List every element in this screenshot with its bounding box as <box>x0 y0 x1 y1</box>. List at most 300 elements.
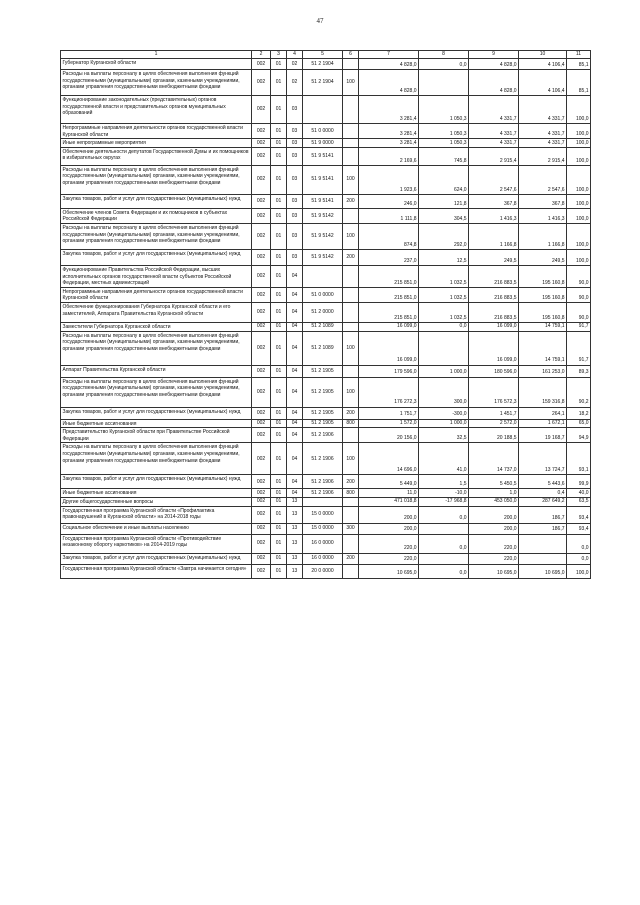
approved-amount: 4 828,0 <box>359 59 419 70</box>
row-name: Обеспечение членов Совета Федерации и их помощников в субъектах Российской Федерации <box>61 208 252 223</box>
code-target-article: 51 2 1906 <box>303 475 343 489</box>
approved-amount: 179 596,0 <box>359 365 419 377</box>
code-ministry: 002 <box>252 365 271 377</box>
approved-amount: 471 018,8 <box>359 497 419 506</box>
code-ministry: 002 <box>252 194 271 208</box>
executed-amount <box>519 553 567 564</box>
change-amount: 12,5 <box>419 249 469 265</box>
code-target-article: 51 2 1089 <box>303 322 343 331</box>
refined-amount: 2 915,4 <box>469 147 519 165</box>
approved-amount: 874,8 <box>359 223 419 249</box>
page-number: 47 <box>316 17 324 25</box>
refined-amount: 16 099,0 <box>469 331 519 365</box>
row-name: Государственная программа Курганской области «Профилактика правонарушений в Курганской области» на 2014-2018 годы <box>61 506 252 523</box>
code-section: 01 <box>271 331 287 365</box>
executed-amount: 1 166,8 <box>519 223 567 249</box>
code-ministry: 002 <box>252 223 271 249</box>
code-section: 01 <box>271 139 287 148</box>
code-target-article: 51 9 5142 <box>303 223 343 249</box>
table-row <box>61 506 591 523</box>
refined-amount: 216 883,5 <box>469 302 519 322</box>
execution-percent: 94,9 <box>567 428 591 443</box>
table-row <box>61 365 591 377</box>
approved-amount: 5 449,0 <box>359 475 419 489</box>
code-subsection: 03 <box>287 96 303 124</box>
table-row <box>61 419 591 428</box>
code-subsection: 04 <box>287 475 303 489</box>
code-ministry: 002 <box>252 302 271 322</box>
code-expense-type <box>343 497 359 506</box>
execution-percent: 100,0 <box>567 124 591 139</box>
row-name: Обеспечение деятельности депутатов Государственной Думы и их помощников в избирательных округах <box>61 147 252 165</box>
row-name: Иные бюджетные ассигнования <box>61 419 252 428</box>
approved-amount: 16 099,0 <box>359 322 419 331</box>
code-subsection: 13 <box>287 506 303 523</box>
execution-percent: 100,0 <box>567 194 591 208</box>
code-section: 01 <box>271 96 287 124</box>
code-ministry: 002 <box>252 96 271 124</box>
execution-percent: 0,0 <box>567 534 591 553</box>
approved-amount: 200,0 <box>359 506 419 523</box>
change-amount: 0,0 <box>419 564 469 578</box>
code-ministry: 002 <box>252 147 271 165</box>
refined-amount: 2 547,6 <box>469 165 519 194</box>
code-expense-type <box>343 287 359 302</box>
code-expense-type <box>343 302 359 322</box>
code-target-article: 16 0 0000 <box>303 553 343 564</box>
code-expense-type: 300 <box>343 523 359 534</box>
code-expense-type: 100 <box>343 70 359 96</box>
code-section: 01 <box>271 506 287 523</box>
code-expense-type: 100 <box>343 223 359 249</box>
row-name: Закупка товаров, работ и услуг для государственных (муниципальных) нужд <box>61 194 252 208</box>
code-target-article <box>303 96 343 124</box>
executed-amount: 4 106,4 <box>519 70 567 96</box>
refined-amount: 4 828,0 <box>469 59 519 70</box>
row-name: Обеспечение функционирования Губернатора Курганской области и его заместителей, Аппарата Правительства Курганской области <box>61 302 252 322</box>
code-expense-type <box>343 564 359 578</box>
code-subsection: 04 <box>287 302 303 322</box>
code-expense-type: 100 <box>343 377 359 407</box>
executed-amount: 195 160,8 <box>519 287 567 302</box>
refined-amount: 1,0 <box>469 489 519 498</box>
executed-amount: 249,5 <box>519 249 567 265</box>
code-expense-type <box>343 428 359 443</box>
code-subsection: 02 <box>287 70 303 96</box>
code-target-article <box>303 265 343 287</box>
executed-amount: 4 331,7 <box>519 96 567 124</box>
code-subsection: 02 <box>287 59 303 70</box>
code-subsection: 03 <box>287 223 303 249</box>
row-name: Расходы на выплаты персоналу в целях обеспечения выполнения функций государственными (муниципальными) органами, казенными учреждениями, органами управления государственными внебюджетными фондами <box>61 70 252 96</box>
change-amount: -10,0 <box>419 489 469 498</box>
code-target-article: 51 2 1905 <box>303 365 343 377</box>
executed-amount: 2 547,6 <box>519 165 567 194</box>
code-ministry: 002 <box>252 407 271 419</box>
change-amount: 32,5 <box>419 428 469 443</box>
executed-amount: 161 253,0 <box>519 365 567 377</box>
change-amount: 624,0 <box>419 165 469 194</box>
code-expense-type: 200 <box>343 407 359 419</box>
change-amount: 0,0 <box>419 534 469 553</box>
execution-percent: 89,3 <box>567 365 591 377</box>
code-ministry: 002 <box>252 249 271 265</box>
code-section: 01 <box>271 564 287 578</box>
executed-amount: 186,7 <box>519 506 567 523</box>
code-subsection: 13 <box>287 497 303 506</box>
executed-amount: 287 649,2 <box>519 497 567 506</box>
execution-percent: 100,0 <box>567 139 591 148</box>
row-name: Закупка товаров, работ и услуг для государственных (муниципальных) нужд <box>61 475 252 489</box>
refined-amount: 20 188,5 <box>469 428 519 443</box>
row-name: Губернатор Курганской области <box>61 59 252 70</box>
refined-amount: 220,0 <box>469 553 519 564</box>
refined-amount: 200,0 <box>469 523 519 534</box>
code-target-article: 51 0 0000 <box>303 124 343 139</box>
code-subsection: 03 <box>287 194 303 208</box>
refined-amount: 4 331,7 <box>469 139 519 148</box>
execution-percent: 90,0 <box>567 287 591 302</box>
code-ministry: 002 <box>252 497 271 506</box>
execution-percent: 100,0 <box>567 564 591 578</box>
table-row <box>61 287 591 302</box>
code-ministry: 002 <box>252 377 271 407</box>
refined-amount: 1 166,8 <box>469 223 519 249</box>
execution-percent: 91,7 <box>567 331 591 365</box>
refined-amount: 1 451,7 <box>469 407 519 419</box>
table-row <box>61 249 591 265</box>
executed-amount: 19 168,7 <box>519 428 567 443</box>
code-section: 01 <box>271 419 287 428</box>
executed-amount: 13 724,7 <box>519 443 567 475</box>
code-expense-type <box>343 265 359 287</box>
approved-amount: 3 281,4 <box>359 96 419 124</box>
table-row <box>61 475 591 489</box>
code-section: 01 <box>271 443 287 475</box>
approved-amount: 20 156,0 <box>359 428 419 443</box>
row-name: Расходы на выплаты персоналу в целях обеспечения выполнения функций государственными (муниципальными) органами, казенными учреждениями, органами управления государственными внебюджетными фондами <box>61 223 252 249</box>
row-name: Аппарат Правительства Курганской области <box>61 365 252 377</box>
table-row <box>61 302 591 322</box>
code-ministry: 002 <box>252 165 271 194</box>
code-expense-type: 800 <box>343 419 359 428</box>
code-target-article: 51 2 1905 <box>303 377 343 407</box>
code-section: 01 <box>271 475 287 489</box>
change-amount: -300,0 <box>419 407 469 419</box>
code-subsection: 04 <box>287 419 303 428</box>
executed-amount: 2 915,4 <box>519 147 567 165</box>
refined-amount: 5 450,5 <box>469 475 519 489</box>
executed-amount: 367,8 <box>519 194 567 208</box>
code-target-article: 51 2 1904 <box>303 70 343 96</box>
table-row <box>61 489 591 498</box>
approved-amount: 237,0 <box>359 249 419 265</box>
column-header: 1 <box>61 51 252 59</box>
code-expense-type <box>343 506 359 523</box>
code-ministry: 002 <box>252 70 271 96</box>
code-target-article: 51 2 1905 <box>303 407 343 419</box>
code-section: 01 <box>271 165 287 194</box>
code-subsection: 04 <box>287 365 303 377</box>
row-name: Другие общегосударственные вопросы <box>61 497 252 506</box>
code-target-article: 15 0 0000 <box>303 506 343 523</box>
table-row <box>61 59 591 70</box>
column-header: 8 <box>419 51 469 59</box>
code-subsection: 03 <box>287 124 303 139</box>
approved-amount: 1 572,0 <box>359 419 419 428</box>
code-expense-type <box>343 365 359 377</box>
code-section: 01 <box>271 194 287 208</box>
code-section: 01 <box>271 523 287 534</box>
code-subsection: 04 <box>287 489 303 498</box>
code-target-article: 51 2 1905 <box>303 419 343 428</box>
code-section: 01 <box>271 553 287 564</box>
refined-amount: 216 883,5 <box>469 287 519 302</box>
code-ministry: 002 <box>252 322 271 331</box>
execution-percent: 90,2 <box>567 377 591 407</box>
refined-amount: 176 572,3 <box>469 377 519 407</box>
execution-percent: 100,0 <box>567 249 591 265</box>
row-name: Расходы на выплаты персоналу в целях обеспечения выполнения функций государственными (муниципальными) органами, казенными учреждениями, органами управления государственными внебюджетными фондами <box>61 165 252 194</box>
execution-percent: 93,1 <box>567 443 591 475</box>
code-subsection: 04 <box>287 428 303 443</box>
code-target-article: 51 2 1904 <box>303 59 343 70</box>
code-ministry: 002 <box>252 553 271 564</box>
change-amount <box>419 523 469 534</box>
code-target-article: 15 0 0000 <box>303 523 343 534</box>
refined-amount: 16 099,0 <box>469 322 519 331</box>
code-section: 01 <box>271 147 287 165</box>
approved-amount: 3 281,4 <box>359 139 419 148</box>
code-ministry: 002 <box>252 428 271 443</box>
row-name: Функционирование Правительства Российской Федерации, высших исполнительных органов государственной власти субъектов Российской Федерации, местных администраций <box>61 265 252 287</box>
execution-percent: 65,0 <box>567 419 591 428</box>
code-section: 01 <box>271 249 287 265</box>
code-ministry: 002 <box>252 331 271 365</box>
code-target-article: 51 9 5141 <box>303 165 343 194</box>
code-expense-type <box>343 534 359 553</box>
refined-amount: 2 572,0 <box>469 419 519 428</box>
change-amount: 1 000,0 <box>419 365 469 377</box>
code-section: 01 <box>271 124 287 139</box>
executed-amount: 264,1 <box>519 407 567 419</box>
table-row <box>61 96 591 124</box>
approved-amount: 11,0 <box>359 489 419 498</box>
execution-percent: 90,0 <box>567 302 591 322</box>
code-section: 01 <box>271 265 287 287</box>
code-target-article: 51 9 5142 <box>303 249 343 265</box>
table-body <box>61 51 591 579</box>
code-section: 01 <box>271 428 287 443</box>
table-row <box>61 322 591 331</box>
column-header: 6 <box>343 51 359 59</box>
row-name: Закупка товаров, работ и услуг для государственных (муниципальных) нужд <box>61 407 252 419</box>
table-row <box>61 428 591 443</box>
table-row <box>61 523 591 534</box>
approved-amount: 215 851,0 <box>359 302 419 322</box>
approved-amount: 10 695,0 <box>359 564 419 578</box>
table-row <box>61 407 591 419</box>
execution-percent: 100,0 <box>567 208 591 223</box>
change-amount: 1 032,5 <box>419 302 469 322</box>
refined-amount: 249,5 <box>469 249 519 265</box>
table-row <box>61 534 591 553</box>
change-amount <box>419 331 469 365</box>
code-section: 01 <box>271 497 287 506</box>
code-expense-type <box>343 322 359 331</box>
code-ministry: 002 <box>252 564 271 578</box>
table-row <box>61 553 591 564</box>
code-expense-type: 100 <box>343 165 359 194</box>
executed-amount <box>519 534 567 553</box>
executed-amount: 14 759,1 <box>519 331 567 365</box>
execution-percent: 63,5 <box>567 497 591 506</box>
executed-amount: 0,4 <box>519 489 567 498</box>
executed-amount: 5 443,6 <box>519 475 567 489</box>
code-ministry: 002 <box>252 287 271 302</box>
code-subsection: 04 <box>287 377 303 407</box>
code-ministry: 002 <box>252 506 271 523</box>
code-subsection: 03 <box>287 139 303 148</box>
change-amount: 0,0 <box>419 506 469 523</box>
approved-amount: 16 099,0 <box>359 331 419 365</box>
refined-amount: 4 331,7 <box>469 124 519 139</box>
code-section: 01 <box>271 407 287 419</box>
code-ministry: 002 <box>252 139 271 148</box>
code-subsection: 03 <box>287 165 303 194</box>
table-row <box>61 147 591 165</box>
approved-amount: 1 111,8 <box>359 208 419 223</box>
change-amount: 1 000,0 <box>419 419 469 428</box>
code-section: 01 <box>271 287 287 302</box>
code-target-article: 51 0 0000 <box>303 287 343 302</box>
executed-amount: 1 672,1 <box>519 419 567 428</box>
execution-percent: 85,1 <box>567 59 591 70</box>
row-name: Непрограммные направления деятельности органов государственной власти Курганской области <box>61 287 252 302</box>
column-header: 2 <box>252 51 271 59</box>
approved-amount: 220,0 <box>359 553 419 564</box>
code-expense-type <box>343 59 359 70</box>
table-row <box>61 70 591 96</box>
column-number-row <box>61 51 591 59</box>
code-expense-type <box>343 124 359 139</box>
refined-amount: 180 596,0 <box>469 365 519 377</box>
execution-percent: 18,2 <box>567 407 591 419</box>
approved-amount: 3 281,4 <box>359 124 419 139</box>
table-row <box>61 265 591 287</box>
row-name: Представительство Курганской области при Правительстве Российской Федерации <box>61 428 252 443</box>
refined-amount: 453 050,0 <box>469 497 519 506</box>
code-expense-type <box>343 96 359 124</box>
executed-amount: 186,7 <box>519 523 567 534</box>
refined-amount: 14 737,0 <box>469 443 519 475</box>
code-expense-type: 800 <box>343 489 359 498</box>
change-amount: 1 032,5 <box>419 265 469 287</box>
table-row <box>61 564 591 578</box>
approved-amount: 14 696,0 <box>359 443 419 475</box>
table-row <box>61 331 591 365</box>
executed-amount: 1 416,3 <box>519 208 567 223</box>
execution-percent: 93,4 <box>567 506 591 523</box>
executed-amount: 195 160,8 <box>519 265 567 287</box>
table-row <box>61 377 591 407</box>
execution-percent: 40,0 <box>567 489 591 498</box>
approved-amount: 246,0 <box>359 194 419 208</box>
code-subsection: 13 <box>287 553 303 564</box>
approved-amount: 4 828,0 <box>359 70 419 96</box>
code-target-article: 51 2 1906 <box>303 489 343 498</box>
row-name: Социальное обеспечение и иные выплаты населению <box>61 523 252 534</box>
code-ministry: 002 <box>252 208 271 223</box>
table-row <box>61 165 591 194</box>
code-section: 01 <box>271 489 287 498</box>
code-ministry: 002 <box>252 419 271 428</box>
code-section: 01 <box>271 377 287 407</box>
approved-amount: 200,0 <box>359 523 419 534</box>
execution-percent: 0,0 <box>567 553 591 564</box>
code-subsection: 03 <box>287 147 303 165</box>
refined-amount: 10 695,0 <box>469 564 519 578</box>
code-section: 01 <box>271 70 287 96</box>
code-subsection: 04 <box>287 322 303 331</box>
row-name: Расходы на выплаты персоналу в целях обеспечения выполнения функций государственными (муниципальными) органами, казенными учреждениями, органами управления государственными внебюджетными фондами <box>61 443 252 475</box>
change-amount: 0,0 <box>419 59 469 70</box>
column-header: 9 <box>469 51 519 59</box>
executed-amount: 4 331,7 <box>519 139 567 148</box>
change-amount: 1,5 <box>419 475 469 489</box>
row-name: Функционирование законодательных (представительных) органов государственной власти и представительных органов муниципальных образований <box>61 96 252 124</box>
executed-amount: 4 106,4 <box>519 59 567 70</box>
row-name: Закупка товаров, работ и услуг для государственных (муниципальных) нужд <box>61 553 252 564</box>
table-row <box>61 124 591 139</box>
execution-percent: 90,0 <box>567 265 591 287</box>
code-subsection: 04 <box>287 265 303 287</box>
row-name: Заместители Губернатора Курганской области <box>61 322 252 331</box>
execution-percent: 91,7 <box>567 322 591 331</box>
row-name: Государственная программа Курганской области «Завтра начинается сегодня» <box>61 564 252 578</box>
table-row <box>61 497 591 506</box>
code-ministry: 002 <box>252 523 271 534</box>
approved-amount: 215 851,0 <box>359 265 419 287</box>
code-expense-type: 200 <box>343 194 359 208</box>
code-subsection: 03 <box>287 208 303 223</box>
code-section: 01 <box>271 322 287 331</box>
code-ministry: 002 <box>252 443 271 475</box>
refined-amount: 200,0 <box>469 506 519 523</box>
code-target-article: 51 2 0000 <box>303 302 343 322</box>
execution-percent: 100,0 <box>567 96 591 124</box>
executed-amount: 10 695,0 <box>519 564 567 578</box>
change-amount: 300,0 <box>419 377 469 407</box>
refined-amount: 4 331,7 <box>469 96 519 124</box>
refined-amount: 216 883,5 <box>469 265 519 287</box>
code-target-article: 51 2 1906 <box>303 443 343 475</box>
code-expense-type <box>343 139 359 148</box>
execution-percent: 100,0 <box>567 165 591 194</box>
refined-amount: 220,0 <box>469 534 519 553</box>
code-section: 01 <box>271 534 287 553</box>
table-row <box>61 208 591 223</box>
approved-amount: 215 851,0 <box>359 287 419 302</box>
refined-amount: 367,8 <box>469 194 519 208</box>
execution-percent: 93,4 <box>567 523 591 534</box>
change-amount: 1 050,3 <box>419 96 469 124</box>
code-subsection: 13 <box>287 564 303 578</box>
column-header: 5 <box>303 51 343 59</box>
code-expense-type: 200 <box>343 475 359 489</box>
table-row <box>61 194 591 208</box>
approved-amount: 1 923,6 <box>359 165 419 194</box>
